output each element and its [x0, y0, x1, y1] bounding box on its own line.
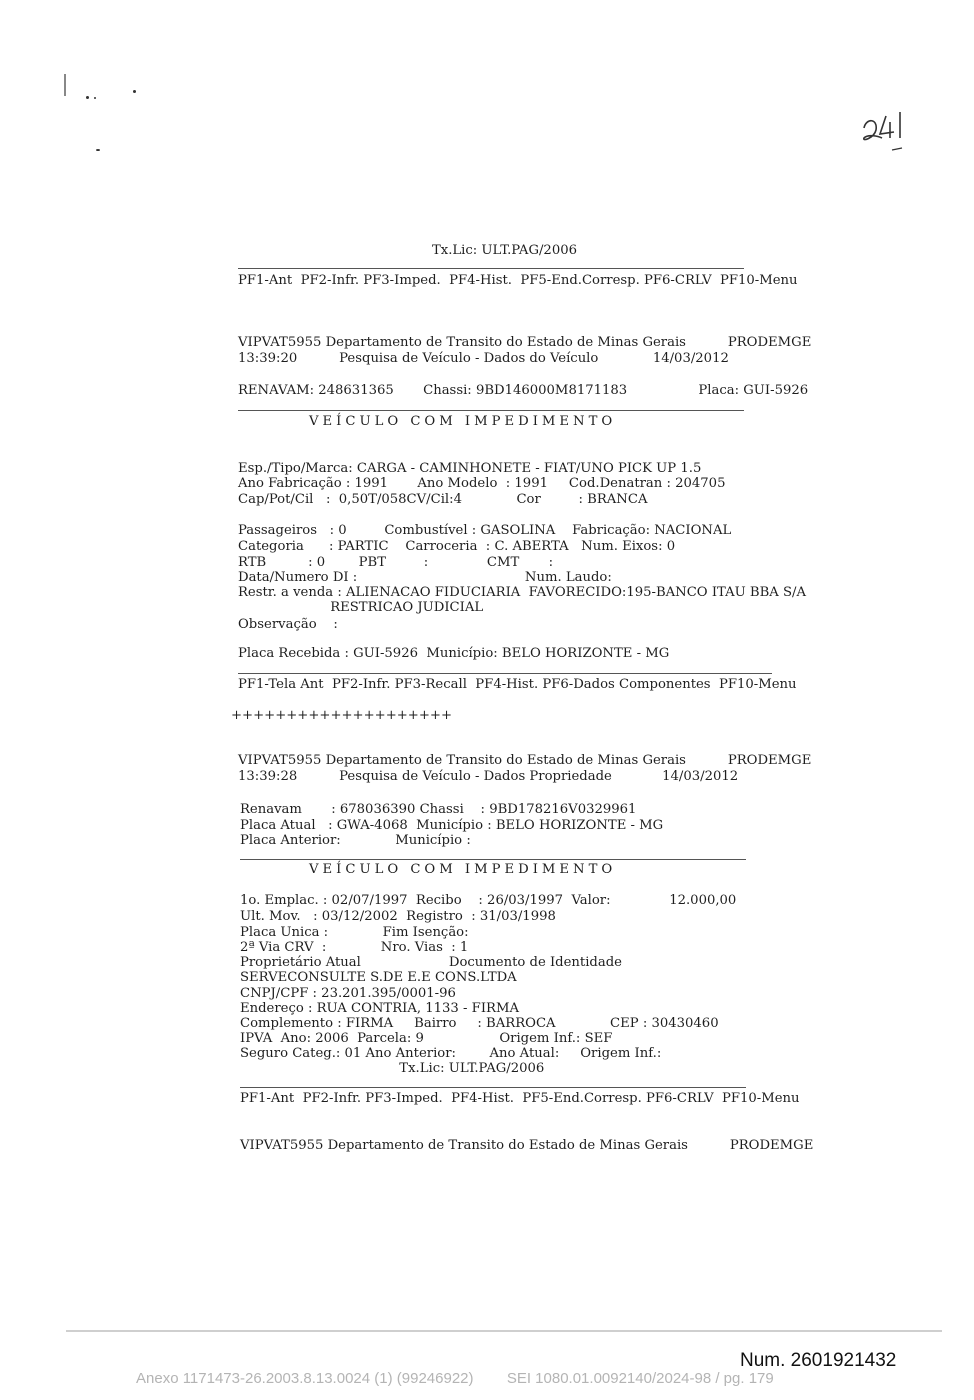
scan-speck: [94, 97, 96, 99]
handwritten-page-number: [856, 108, 916, 158]
property-line: CNPJ/CPF : 23.201.395/0001-96: [240, 986, 456, 1001]
property-line: Tx.Lic: ULT.PAG/2006: [240, 1061, 545, 1076]
txlic-top: Tx.Lic: ULT.PAG/2006: [432, 243, 577, 258]
impedimento-banner: VEÍCULO COM IMPEDIMENTO: [309, 414, 617, 429]
vehicle-detail-line: RTB : 0 PBT : CMT :: [238, 555, 554, 570]
query-header: 13:39:28 Pesquisa de Veículo - Dados Propriedade 14/03/2012: [238, 769, 739, 784]
property-line: 1o. Emplac. : 02/07/1997 Recibo : 26/03/1997 Valor: 12.000,00: [240, 893, 737, 908]
query-header: 13:39:20 Pesquisa de Veículo - Dados do Veículo 14/03/2012: [238, 351, 729, 366]
function-key-menu: PF1-Ant PF2-Infr. PF3-Imped. PF4-Hist. PF5-End.Corresp. PF6-CRLV PF10-Menu: [240, 1091, 800, 1106]
vehicle-detail-line: Categoria : PARTIC Carroceria : C. ABERTA Num. Eixos: 0: [238, 539, 676, 554]
vehicle-detail-line: Cap/Pot/Cil : 0,50T/058CV/Cil:4 Cor : BRANCA: [238, 492, 648, 507]
property-line: Placa Unica : Fim Isenção:: [240, 925, 469, 940]
property-line: Endereço : RUA CONTRIA, 1133 - FIRMA: [240, 1001, 519, 1016]
annex-reference: Anexo 1171473-26.2003.8.13.0024 (1) (99246922) SEI 1080.01.0092140/2024-98 / pg. 179: [136, 1370, 774, 1387]
property-line: IPVA Ano: 2006 Parcela: 9 Origem Inf.: SEF: [240, 1031, 613, 1046]
property-line: Placa Atual : GWA-4068 Município : BELO HORIZONTE - MG: [240, 818, 664, 833]
document-number: Num. 2601921432: [740, 1350, 897, 1371]
scan-speck: [133, 90, 136, 93]
property-line: Renavam : 678036390 Chassi : 9BD178216V0329961: [240, 802, 637, 817]
function-key-menu: PF1-Ant PF2-Infr. PF3-Imped. PF4-Hist. PF5-End.Corresp. PF6-CRLV PF10-Menu: [238, 273, 798, 288]
vehicle-detail-line: Ano Fabricação : 1991 Ano Modelo : 1991 Cod.Denatran : 204705: [238, 476, 726, 491]
function-key-menu: PF1-Tela Ant PF2-Infr. PF3-Recall PF4-Hist. PF6-Dados Componentes PF10-Menu: [238, 677, 797, 692]
vehicle-detail-line: RESTRICAO JUDICIAL: [238, 600, 484, 615]
vehicle-detail-line: Restr. a venda : ALIENACAO FIDUCIARIA FAVORECIDO:195-BANCO ITAU BBA S/A: [238, 585, 807, 600]
divider: [238, 410, 744, 411]
vehicle-detail-line: Observação :: [238, 617, 338, 632]
divider: [240, 859, 746, 860]
property-line: SERVECONSULTE S.DE E.E CONS.LTDA: [240, 970, 517, 985]
divider: [238, 673, 772, 674]
property-line: Complemento : FIRMA Bairro : BARROCA CEP : 30430460: [240, 1016, 719, 1031]
property-line: 2ª Via CRV : Nro. Vias : 1: [240, 940, 469, 955]
system-header: VIPVAT5955 Departamento de Transito do Estado de Minas Gerais PRODEMGE: [238, 335, 812, 350]
system-header: VIPVAT5955 Departamento de Transito do Estado de Minas Gerais PRODEMGE: [240, 1138, 814, 1153]
divider: [240, 1087, 746, 1088]
scan-speck: [96, 149, 100, 151]
system-header: VIPVAT5955 Departamento de Transito do Estado de Minas Gerais PRODEMGE: [238, 753, 812, 768]
vehicle-detail-line: Passageiros : 0 Combustível : GASOLINA Fabricação: NACIONAL: [238, 523, 732, 538]
renavam-line: RENAVAM: 248631365 Chassi: 9BD146000M8171183 Placa: GUI-5926: [238, 383, 809, 398]
vehicle-detail-line: Data/Numero DI : Num. Laudo:: [238, 570, 612, 585]
property-line: Proprietário Atual Documento de Identidade: [240, 955, 622, 970]
divider: [238, 268, 744, 269]
scan-page-edge: [66, 1330, 942, 1332]
scan-speck: [64, 74, 66, 96]
impedimento-banner: VEÍCULO COM IMPEDIMENTO: [309, 862, 617, 877]
vehicle-detail-line: Placa Recebida : GUI-5926 Município: BELO HORIZONTE - MG: [238, 646, 670, 661]
property-line: Seguro Categ.: 01 Ano Anterior: Ano Atual: Origem Inf.:: [240, 1046, 662, 1061]
property-line: Placa Anterior: Município :: [240, 833, 471, 848]
vehicle-detail-line: Esp./Tipo/Marca: CARGA - CAMINHONETE - FIAT/UNO PICK UP 1.5: [238, 461, 702, 476]
scan-speck: [86, 96, 89, 99]
property-line: Ult. Mov. : 03/12/2002 Registro : 31/03/1998: [240, 909, 556, 924]
separator-line: ++++++++++++++++++++: [231, 708, 452, 723]
